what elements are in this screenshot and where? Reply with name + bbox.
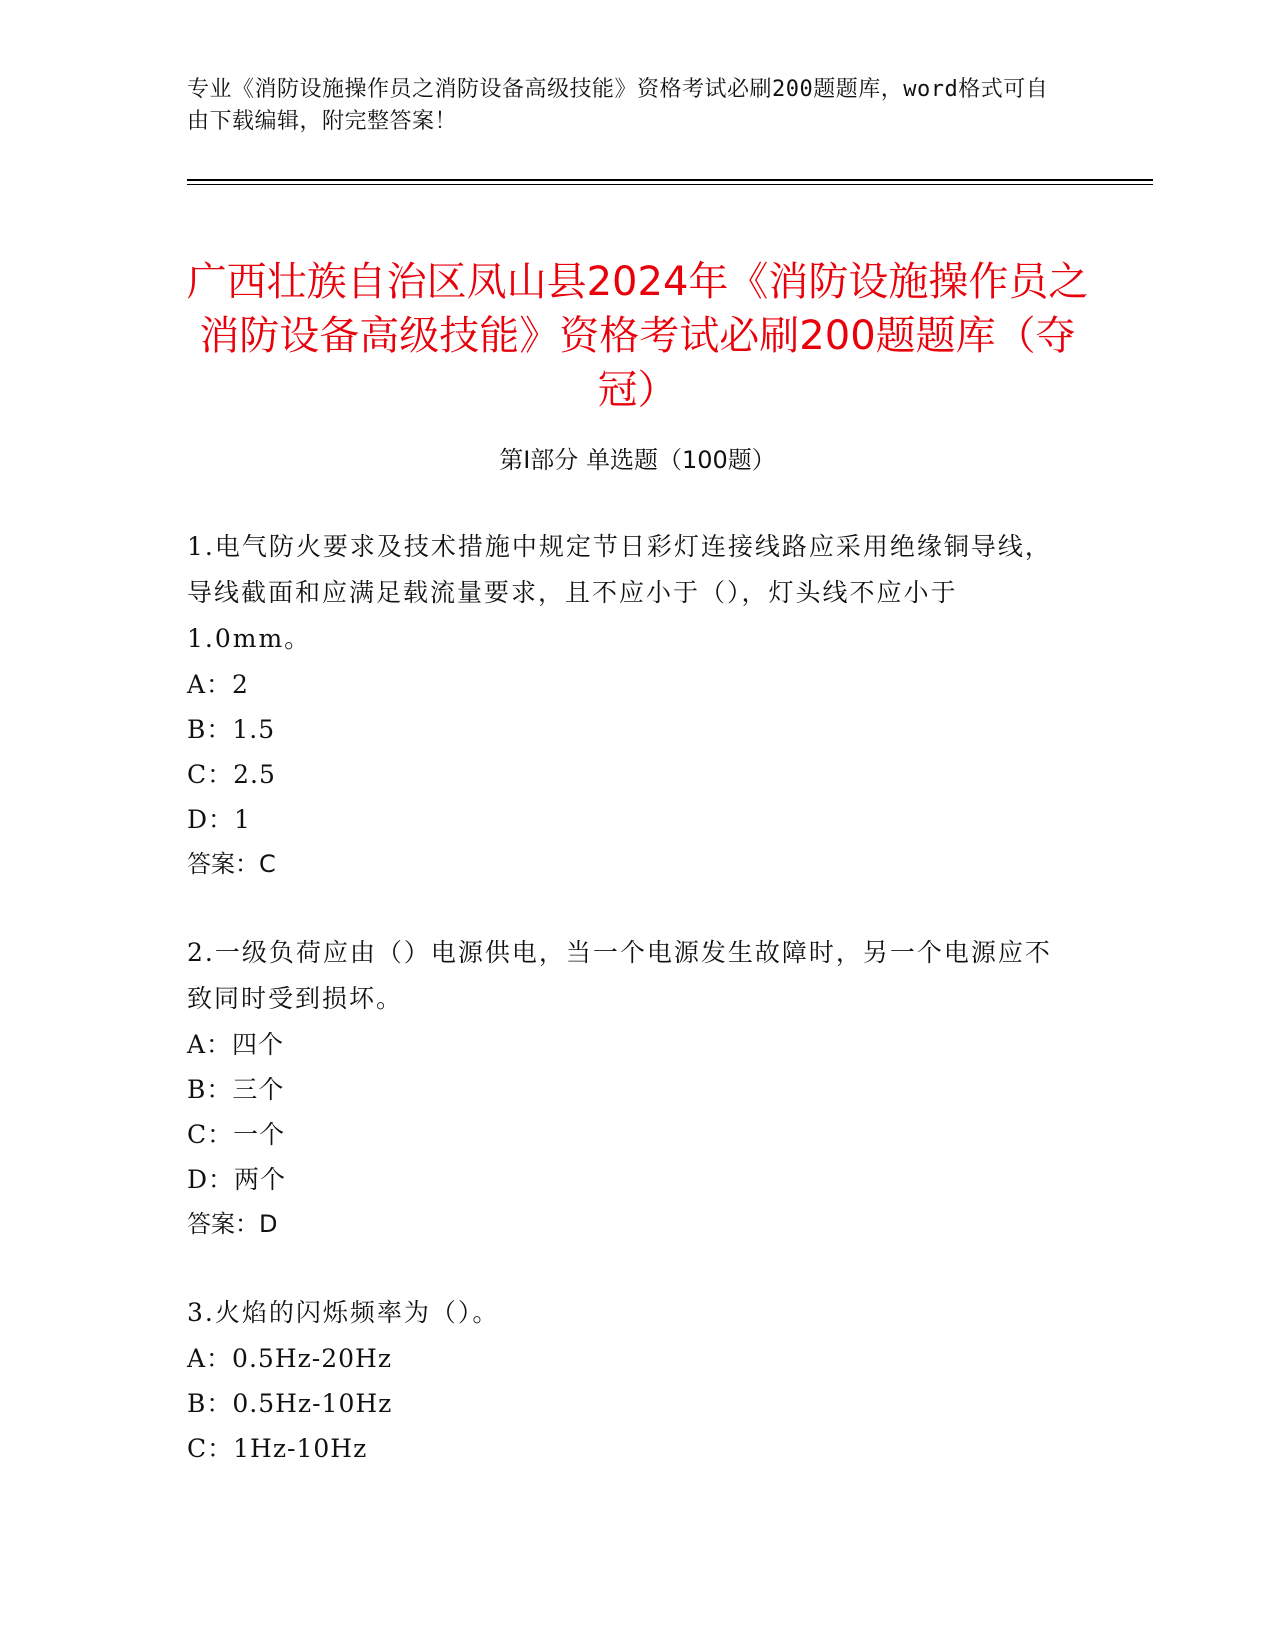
question-2 xyxy=(187,930,1067,1247)
option-a: A：四个 xyxy=(187,1030,285,1059)
option-c: C：2.5 xyxy=(187,760,276,789)
header-divider-thick xyxy=(187,179,1153,181)
option-d: D：两个 xyxy=(187,1165,287,1194)
option-b: B：0.5Hz-10Hz xyxy=(187,1389,393,1418)
option-a: A：0.5Hz-20Hz xyxy=(187,1344,393,1373)
answer: 答案：D xyxy=(187,1210,278,1238)
option-c: C：一个 xyxy=(187,1120,286,1149)
question-stem: 2.一级负荷应由（）电源供电，当一个电源发生故障时，另一个电源应不致同时受到损坏。 xyxy=(187,938,1052,1013)
option-b: B：1.5 xyxy=(187,715,276,744)
question-stem: 1.电气防火要求及技术措施中规定节日彩灯连接线路应采用绝缘铜导线，导线截面和应满足载流量要求，且不应小于（），灯头线不应小于1.0mm。 xyxy=(187,532,1052,653)
header-note: 专业《消防设施操作员之消防设备高级技能》资格考试必刷200题题库，word格式可自由下载编辑，附完整答案！ xyxy=(187,77,1049,134)
section-title: 第I部分 单选题（100题） xyxy=(499,446,776,474)
answer: 答案：C xyxy=(187,850,276,878)
document-title: 广西壮族自治区凤山县2024年《消防设施操作员之消防设备高级技能》资格考试必刷200题题库（夺冠） xyxy=(186,258,1089,413)
option-b: B：三个 xyxy=(187,1075,285,1104)
option-a: A：2 xyxy=(187,670,249,699)
header-divider-thin xyxy=(187,184,1153,185)
question-3 xyxy=(187,1290,1067,1471)
option-d: D：1 xyxy=(187,805,251,834)
question-1 xyxy=(187,524,1067,887)
option-c: C：1Hz-10Hz xyxy=(187,1434,368,1463)
question-stem: 3.火焰的闪烁频率为（）。 xyxy=(187,1298,500,1327)
